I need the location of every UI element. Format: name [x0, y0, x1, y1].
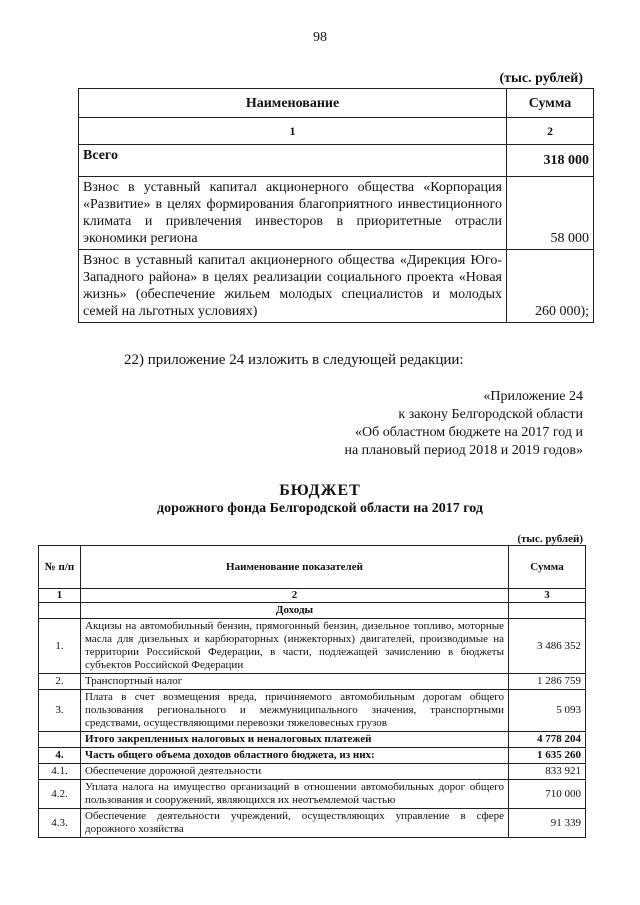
document-subtitle: дорожного фонда Белгородской области на 2017 год [157, 501, 483, 516]
table1-row-name: Взнос в уставный капитал акционерного общества «Корпорация «Развитие» в целях формирования благоприятного инвестиционного климата и привлечения инвесторов в приоритетные отрасли экономики региона [79, 177, 507, 250]
row-sum: 5 093 [509, 690, 586, 732]
table2-section-label: Доходы [81, 603, 509, 619]
table-row [39, 619, 586, 674]
row-name: Итого закрепленных налоговых и неналоговых платежей [81, 732, 509, 748]
table1-row-sum: 58 000 [507, 177, 594, 250]
row-name: Обеспечение дорожной деятельности [81, 764, 509, 780]
page-number: 98 [313, 30, 327, 45]
table2-units: (тыс. рублей) [517, 533, 583, 545]
table2-index-row [39, 589, 586, 603]
table-row [39, 764, 586, 780]
table2-index-sum: 3 [509, 589, 586, 603]
table-row [39, 780, 586, 809]
row-number: 4. [39, 748, 81, 764]
appendix-line: «Приложение 24 [483, 389, 583, 404]
table2-header-sum: Сумма [509, 546, 586, 589]
table-row [39, 732, 586, 748]
amendment-paragraph: 22) приложение 24 изложить в следующей редакции: [124, 352, 464, 368]
row-number: 1. [39, 619, 81, 674]
table1-header-name: Наименование [79, 89, 507, 118]
appendix-line: «Об областном бюджете на 2017 год и [355, 425, 583, 440]
table1-index-sum: 2 [507, 118, 594, 145]
table1-row-name: Взнос в уставный капитал акционерного общества «Дирекция Юго-Западного района» в целях реализации социального проекта «Новая жизнь» (обеспечение жильем молодых специалистов и молодых семей на льготных условиях) [79, 250, 507, 323]
table-row [39, 674, 586, 690]
row-number: 2. [39, 674, 81, 690]
table1-units: (тыс. рублей) [499, 71, 583, 86]
row-name: Акцизы на автомобильный бензин, прямогонный бензин, дизельное топливо, моторные масла для дизельных и карбюраторных (инжекторных) двигателей, производимые на территории Российской Федерации, в части, подлежащей зачислению в бюджеты субъектов Российской Федерации [81, 619, 509, 674]
table2-section-num [39, 603, 81, 619]
row-sum: 1 286 759 [509, 674, 586, 690]
row-name: Обеспечение деятельности учреждений, осуществляющих управление в сфере дорожного хозяйства [81, 809, 509, 838]
table2-section-sum [509, 603, 586, 619]
table-row [79, 177, 594, 250]
table2-section-row [39, 603, 586, 619]
table2-header-num: № п/п [39, 546, 81, 589]
row-number: 4.2. [39, 780, 81, 809]
row-number: 4.3. [39, 809, 81, 838]
table2-header-row [39, 546, 586, 589]
row-number: 3. [39, 690, 81, 732]
table-row [79, 250, 594, 323]
table1-total-sum: 318 000 [507, 145, 594, 177]
table1-total-row [79, 145, 594, 177]
row-sum: 833 921 [509, 764, 586, 780]
table2-header-name: Наименование показателей [81, 546, 509, 589]
table1-index-row [79, 118, 594, 145]
funding-table [78, 88, 594, 323]
row-sum: 1 635 260 [509, 748, 586, 764]
document-title: БЮДЖЕТ [279, 482, 361, 499]
table1-header-row [79, 89, 594, 118]
row-number: 4.1. [39, 764, 81, 780]
row-sum: 91 339 [509, 809, 586, 838]
table1-total-label: Всего [79, 145, 507, 177]
road-fund-table [38, 545, 586, 838]
row-name: Уплата налога на имущество организаций в отношении автомобильных дорог общего пользования и сооружений, являющихся их неотъемлемой частью [81, 780, 509, 809]
row-sum: 710 000 [509, 780, 586, 809]
table2-index-num: 1 [39, 589, 81, 603]
table1-index-name: 1 [79, 118, 507, 145]
row-sum: 4 778 204 [509, 732, 586, 748]
appendix-line: к закону Белгородской области [398, 407, 583, 422]
row-name: Часть общего объема доходов областного бюджета, из них: [81, 748, 509, 764]
table-row [39, 748, 586, 764]
table2-index-name: 2 [81, 589, 509, 603]
row-number [39, 732, 81, 748]
table-row [39, 809, 586, 838]
row-sum: 3 486 352 [509, 619, 586, 674]
table-row [39, 690, 586, 732]
row-name: Плата в счет возмещения вреда, причиняемого автомобильным дорогам общего пользования регионального и межмуниципального значения, транспортными средствами, осуществляющими перевозки тяжеловесных грузов [81, 690, 509, 732]
table1-header-sum: Сумма [507, 89, 594, 118]
row-name: Транспортный налог [81, 674, 509, 690]
appendix-header [344, 388, 583, 460]
appendix-line: на плановый период 2018 и 2019 годов» [344, 443, 583, 458]
table1-row-sum: 260 000); [507, 250, 594, 323]
